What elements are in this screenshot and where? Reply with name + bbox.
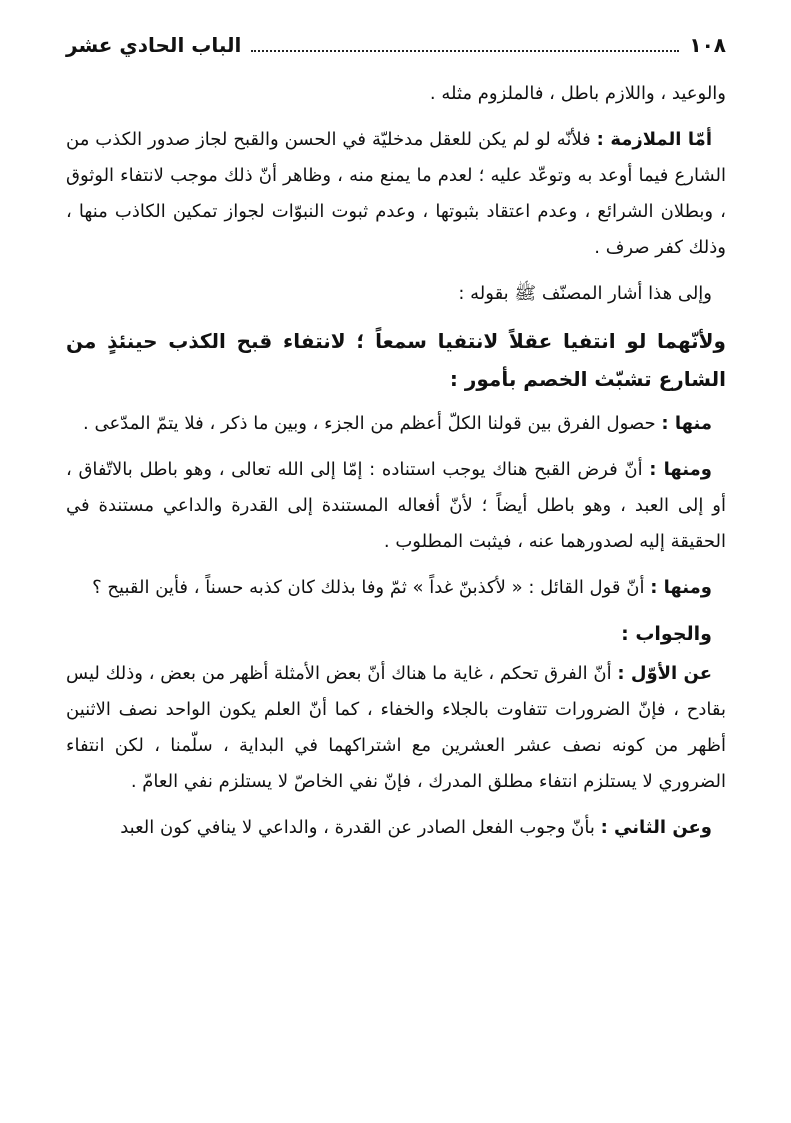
- objection-text: حصول الفرق بين قولنا الكلّ أعظم من الجزء ، وبين ما ذكر ، فلا يتمّ المدّعى .: [83, 413, 656, 434]
- book-page: [66, 30, 726, 856]
- paragraph: [66, 276, 726, 312]
- objection-text: أنّ فرض القبح هناك يوجب استناده : إمّا إلى الله تعالى ، وهو باطل بالاتّفاق ، أو إلى العبد ، وهو باطل أيضاً ؛ لأنّ أفعاله المستندة إلى القدرة والداعي مستندة في الحقيقة إليه لصدورهما عنه ، فيثبت المطلوب .: [66, 459, 726, 552]
- objection-text: أنّ قول القائل : « لأكذبنّ غداً » ثمّ وفا بذلك كان كذبه حسناً ، فأين القبيح ؟: [92, 577, 645, 598]
- page-number: ١٠٨: [689, 33, 726, 57]
- page-body: [66, 76, 726, 846]
- objection-lead: منها :: [661, 413, 712, 434]
- answer-text: أنّ الفرق تحكم ، غاية ما هناك أنّ بعض الأمثلة أظهر من بعض ، وذلك ليس بقادح ، فإنّ الضرورات تتفاوت بالجلاء والخفاء ، كما أنّ العلم يكون الواحد نصف الاثنين أظهر من كونه نصف عشر العشرين مع اشتراكهما في البداية ، سلّمنا ، لكن انتفاء الضروري لا يستلزم انتفاء مطلق المدرك ، فإنّ نفي الخاصّ لا يستلزم نفي العامّ .: [66, 663, 726, 792]
- paragraph: [66, 76, 726, 112]
- paragraph-text: وإلى هذا أشار المصنّف ﷺ بقوله :: [458, 283, 712, 304]
- paragraph-lead: أمّا الملازمة :: [596, 129, 712, 150]
- answer-text: بأنّ وجوب الفعل الصادر عن القدرة ، والداعي لا ينافي كون العبد: [120, 817, 595, 838]
- main-quote: ولأنّهما لو انتفيا عقلاً لانتفيا سمعاً ؛ لانتفاء قبح الكذب حينئذٍ من الشارع تشبّث الخصم بأمور :: [66, 329, 726, 391]
- paragraph: [66, 122, 726, 266]
- objection-paragraph: [66, 570, 726, 606]
- answer-heading: والجواب :: [621, 623, 712, 645]
- answer-paragraph: [66, 656, 726, 800]
- objection-paragraph: [66, 452, 726, 560]
- objection-lead: ومنها :: [649, 459, 712, 480]
- paragraph-text: فلأنّه لو لم يكن للعقل مدخليّة في الحسن والقبح لجاز صدور الكذب من الشارع فيما أوعد به وتوعّد عليه ؛ لعدم ما يمنع منه ، وظاهر أنّ ذلك موجب لانتفاء الوثوق ، وبطلان الشرائع ، وعدم اعتقاد بثبوتها ، وعدم ثبوت النبوّات لجواز تمكين الكاذب منها ، وذلك كفر صرف .: [66, 129, 726, 258]
- answer-lead: عن الأوّل :: [617, 663, 712, 684]
- running-header: [66, 30, 726, 60]
- chapter-title: الباب الحادي عشر: [66, 33, 242, 57]
- dotted-leader: [251, 50, 679, 52]
- answer-paragraph: [66, 810, 726, 846]
- answer-lead: وعن الثاني :: [600, 817, 712, 838]
- objection-paragraph: [66, 406, 726, 442]
- objection-lead: ومنها :: [650, 577, 712, 598]
- paragraph-text: والوعيد ، واللازم باطل ، فالملزوم مثله .: [429, 83, 726, 104]
